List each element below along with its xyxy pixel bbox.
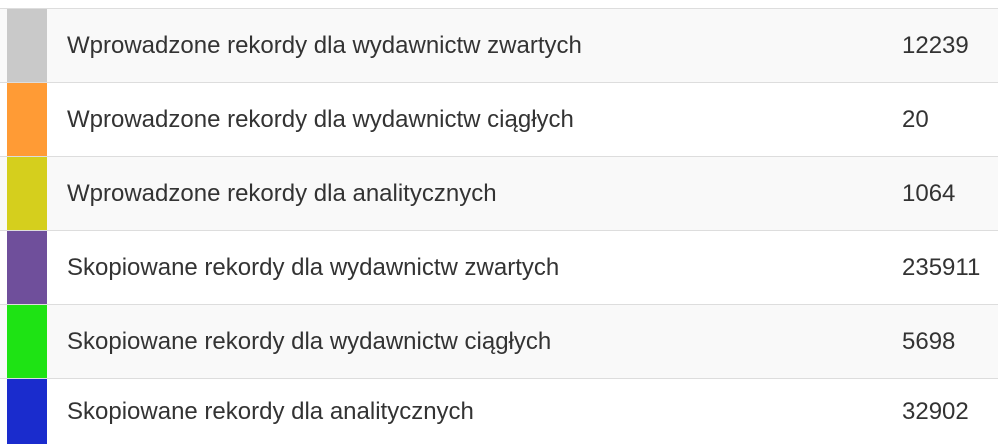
legend-table xyxy=(0,8,998,444)
swatch-cell xyxy=(0,157,50,230)
legend-row xyxy=(0,8,998,82)
color-swatch xyxy=(7,305,47,378)
row-label: Wprowadzone rekordy dla analitycznych xyxy=(67,179,497,207)
swatch-cell xyxy=(0,305,50,378)
row-value: 20 xyxy=(902,105,929,133)
color-swatch xyxy=(7,231,47,304)
row-label: Wprowadzone rekordy dla wydawnictw ciągłych xyxy=(67,105,574,133)
row-label: Skopiowane rekordy dla wydawnictw ciągłych xyxy=(67,327,552,355)
row-label: Skopiowane rekordy dla wydawnictw zwartych xyxy=(67,253,560,281)
legend-row xyxy=(0,156,998,230)
legend-row xyxy=(0,82,998,156)
swatch-cell xyxy=(0,9,50,82)
row-value: 12239 xyxy=(902,31,969,59)
legend-row xyxy=(0,304,998,378)
row-value: 32902 xyxy=(902,397,969,425)
legend-row xyxy=(0,378,998,444)
swatch-cell xyxy=(0,83,50,156)
color-swatch xyxy=(7,83,47,156)
row-value: 1064 xyxy=(902,179,956,207)
color-swatch xyxy=(7,379,47,444)
color-swatch xyxy=(7,9,47,82)
legend-row xyxy=(0,230,998,304)
swatch-cell xyxy=(0,379,50,444)
row-value: 235911 xyxy=(902,253,981,281)
swatch-cell xyxy=(0,231,50,304)
row-label: Wprowadzone rekordy dla wydawnictw zwartych xyxy=(67,31,582,59)
row-value: 5698 xyxy=(902,327,956,355)
color-swatch xyxy=(7,157,47,230)
row-label: Skopiowane rekordy dla analitycznych xyxy=(67,397,474,425)
